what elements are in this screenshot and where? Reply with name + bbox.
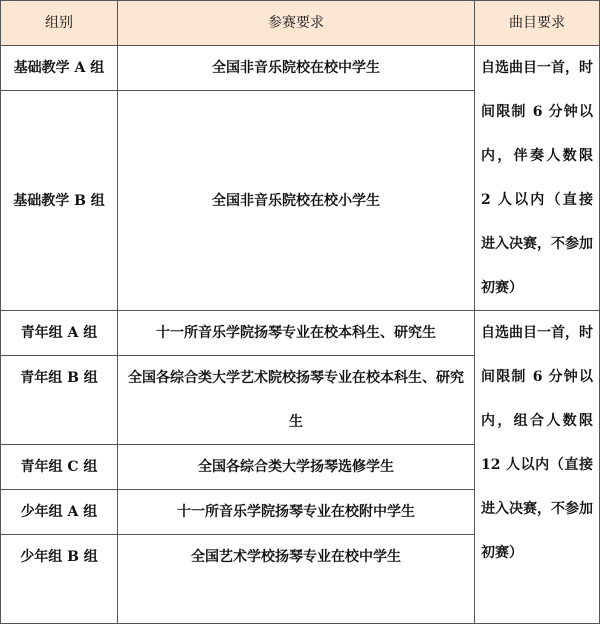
header-repertoire: 曲目要求 xyxy=(475,1,600,46)
group-cell: 青年组 B 组 xyxy=(1,356,118,445)
header-group: 组别 xyxy=(1,1,118,46)
group-cell: 青年组 A 组 xyxy=(1,311,118,356)
requirement-cell: 全国艺术学校扬琴专业在校中学生 xyxy=(118,535,475,624)
table-row xyxy=(1,46,600,91)
repertoire-text-youth: 自选曲目一首，时间限制 6 分钟以内，组合人数限 12 人以内（直接进入决赛，不参加初赛） xyxy=(481,325,593,561)
requirement-cell: 十一所音乐学院扬琴专业在校本科生、研究生 xyxy=(118,311,475,356)
requirement-cell: 全国非音乐院校在校中学生 xyxy=(118,46,475,91)
group-cell: 少年组 A 组 xyxy=(1,490,118,535)
header-row xyxy=(1,1,600,46)
requirement-cell: 全国各综合类大学扬琴选修学生 xyxy=(118,445,475,490)
table-row xyxy=(1,311,600,356)
group-cell: 基础教学 A 组 xyxy=(1,46,118,91)
requirement-cell: 全国各综合类大学艺术院校扬琴专业在校本科生、研究生 xyxy=(118,356,475,445)
group-cell: 青年组 C 组 xyxy=(1,445,118,490)
group-cell: 基础教学 B 组 xyxy=(1,91,118,311)
requirement-cell: 全国非音乐院校在校小学生 xyxy=(118,91,475,311)
repertoire-text-basic: 自选曲目一首，时间限制 6 分钟以内，伴奏人数限 2 人以内（直接进入决赛，不参加初赛） xyxy=(481,60,593,296)
repertoire-cell-basic xyxy=(475,46,600,311)
requirement-cell: 十一所音乐学院扬琴专业在校附中学生 xyxy=(118,490,475,535)
repertoire-cell-youth xyxy=(475,311,600,624)
header-requirement: 参赛要求 xyxy=(118,1,475,46)
group-cell: 少年组 B 组 xyxy=(1,535,118,624)
